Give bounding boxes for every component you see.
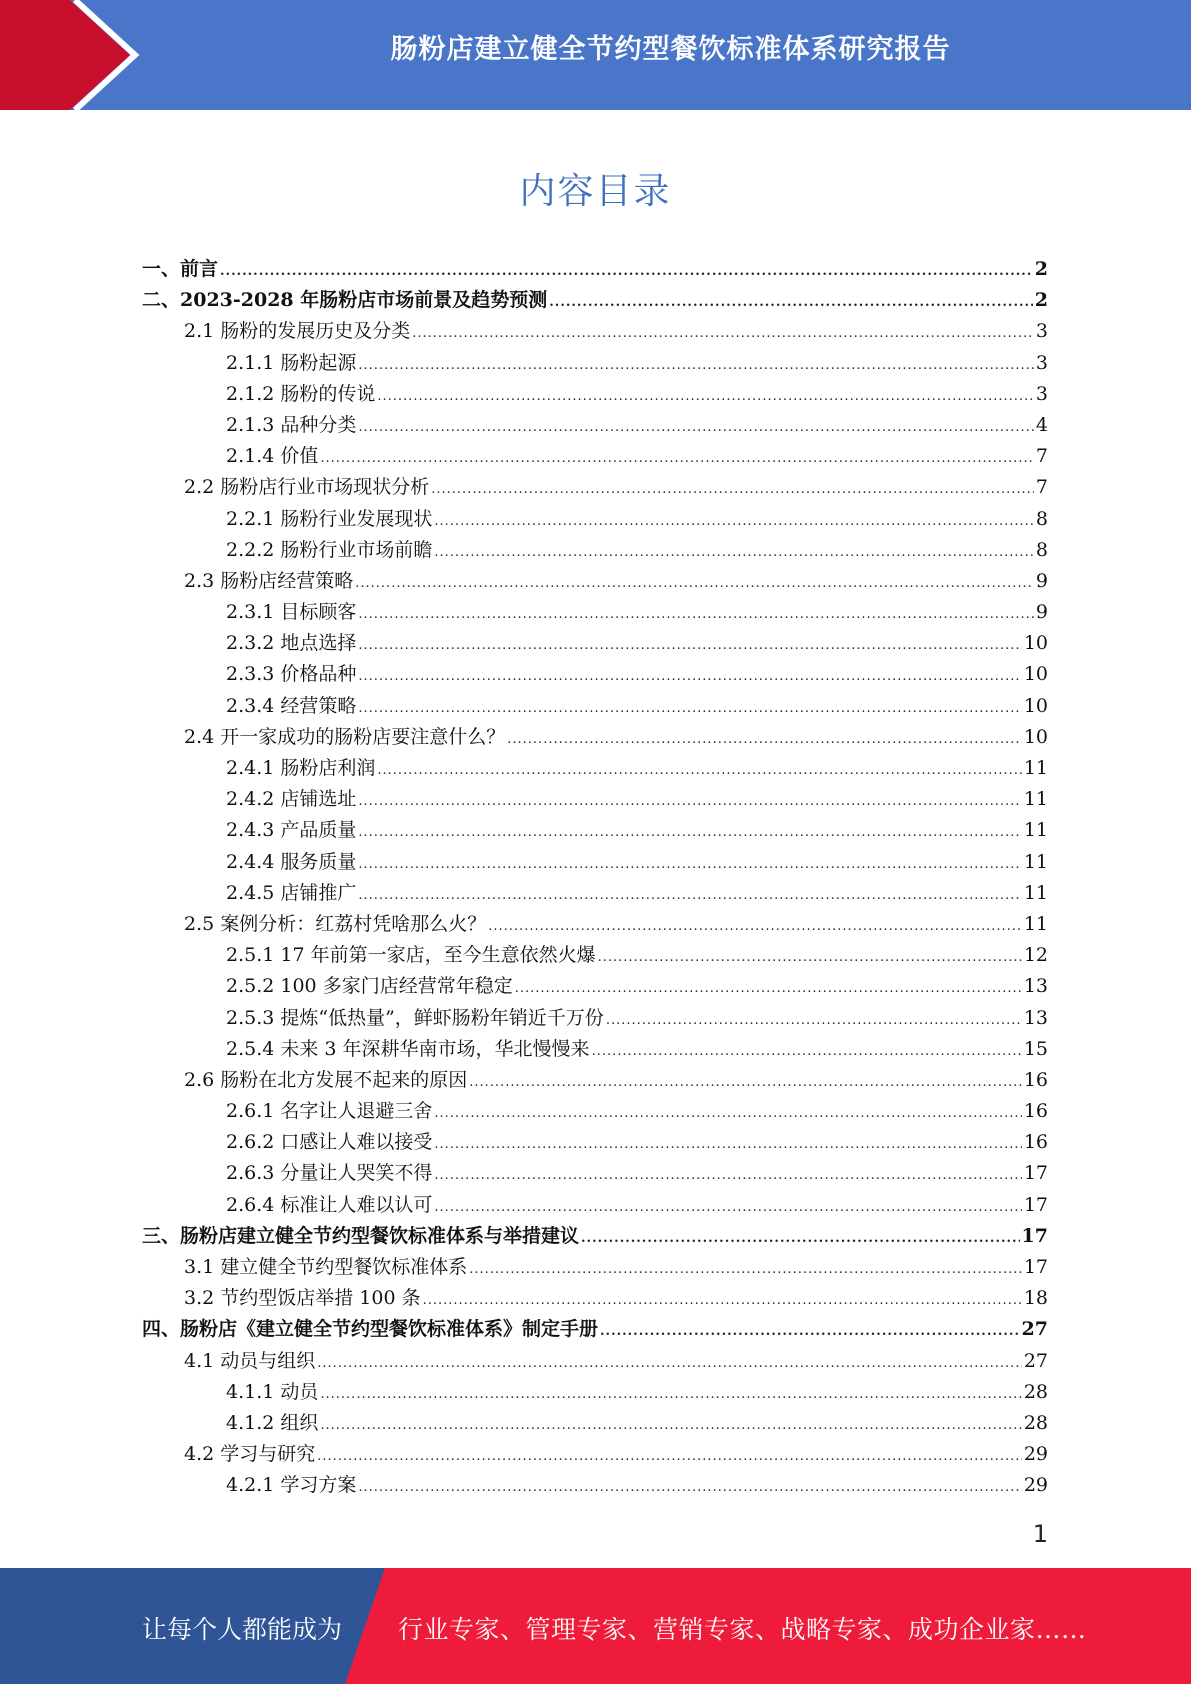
toc-entry-label: 2.1.3 品种分类 <box>226 413 357 436</box>
toc-entry-page: 13 <box>1023 975 1048 998</box>
toc-entry[interactable] <box>142 1221 1048 1252</box>
toc-entry[interactable] <box>142 722 1048 753</box>
toc-dot-leader <box>469 1254 1022 1285</box>
toc-entry-page: 15 <box>1023 1037 1048 1060</box>
toc-entry-label: 2.4.2 店铺选址 <box>226 788 357 811</box>
toc-entry-page: 17 <box>1023 1193 1048 1216</box>
toc-entry[interactable] <box>142 1190 1048 1221</box>
toc-entry-page: 10 <box>1023 694 1048 717</box>
toc-entry[interactable] <box>142 878 1048 909</box>
toc-entry-label: 一、前言 <box>142 258 219 280</box>
toc-entry[interactable] <box>142 1439 1048 1470</box>
toc-dot-leader <box>317 1441 1022 1472</box>
toc-entry[interactable] <box>142 1127 1048 1158</box>
toc-entry-page: 29 <box>1023 1474 1048 1497</box>
toc-dot-leader <box>507 724 1022 755</box>
toc-entry-label: 2.5.1 17 年前第一家店，至今生意依然火爆 <box>226 944 596 967</box>
footer-slogan-right: 行业专家、管理专家、营销专家、战略专家、成功企业家…… <box>398 1615 1087 1644</box>
toc-dot-leader <box>515 973 1022 1004</box>
table-of-contents <box>142 254 1048 1502</box>
toc-dot-leader <box>358 693 1021 724</box>
toc-dot-leader <box>412 318 1034 349</box>
toc-entry[interactable] <box>142 348 1048 379</box>
toc-dot-leader <box>355 568 1034 599</box>
toc-entry[interactable] <box>142 1096 1048 1127</box>
toc-entry-label: 2.1.4 价值 <box>226 445 319 468</box>
toc-entry[interactable] <box>142 1314 1048 1345</box>
toc-entry-label: 4.1.1 动员 <box>226 1380 319 1403</box>
toc-entry-label: 4.2 学习与研究 <box>184 1443 316 1466</box>
toc-dot-leader <box>358 661 1021 692</box>
toc-entry-label: 4.2.1 学习方案 <box>226 1474 357 1497</box>
toc-dot-leader <box>434 1160 1021 1191</box>
toc-dot-leader <box>358 599 1034 630</box>
toc-dot-leader <box>320 443 1034 474</box>
toc-entry-page: 3 <box>1035 382 1048 405</box>
toc-entry-label: 2.1 肠粉的发展历史及分类 <box>184 320 411 343</box>
toc-entry[interactable] <box>142 1408 1048 1439</box>
header-banner <box>0 0 1191 110</box>
toc-dot-leader <box>320 1410 1021 1441</box>
toc-entry[interactable] <box>142 1377 1048 1408</box>
toc-dot-leader <box>358 817 1021 848</box>
toc-dot-leader <box>600 1316 1020 1347</box>
toc-entry-page: 10 <box>1023 663 1048 686</box>
toc-entry-page: 27 <box>1021 1318 1048 1341</box>
toc-entry-label: 2.1.2 肠粉的传说 <box>226 382 376 405</box>
toc-dot-leader <box>606 1005 1022 1036</box>
toc-entry-label: 3.1 建立健全节约型餐饮标准体系 <box>184 1256 468 1278</box>
toc-dot-leader <box>220 256 1033 287</box>
toc-entry-label: 2.3 肠粉店经营策略 <box>184 569 354 592</box>
toc-entry-page: 16 <box>1023 1100 1048 1123</box>
toc-dot-leader <box>488 911 1022 942</box>
toc-entry[interactable] <box>142 1158 1048 1189</box>
toc-dot-leader <box>320 1379 1021 1410</box>
toc-dot-leader <box>469 1067 1022 1098</box>
toc-entry[interactable] <box>142 379 1048 410</box>
toc-entry[interactable] <box>142 847 1048 878</box>
toc-entry-page: 11 <box>1023 819 1048 842</box>
toc-entry-label: 2.4.5 店铺推广 <box>226 881 357 904</box>
toc-entry-label: 2.6.4 标准让人难以认可 <box>226 1193 433 1216</box>
toc-title: 内容目录 <box>519 171 672 212</box>
toc-entry-page: 17 <box>1021 1224 1048 1247</box>
toc-entry-page: 7 <box>1035 476 1048 499</box>
toc-entry[interactable] <box>142 535 1048 566</box>
toc-entry[interactable] <box>142 1470 1048 1501</box>
toc-entry-label: 2.2.2 肠粉行业市场前瞻 <box>226 538 433 561</box>
toc-entry-label: 四、肠粉店《建立健全节约型餐饮标准体系》制定手册 <box>142 1318 599 1341</box>
toc-dot-leader <box>598 942 1022 973</box>
toc-entry-label: 2.6 肠粉在北方发展不起来的原因 <box>184 1068 468 1091</box>
toc-entry-label: 2.1.1 肠粉起源 <box>226 351 357 374</box>
header-arrow-decoration <box>0 0 150 110</box>
toc-entry-page: 7 <box>1035 445 1048 468</box>
toc-entry-label: 2.3.4 经营策略 <box>226 694 357 717</box>
toc-entry-label: 二、2023-2028 年肠粉店市场前景及趋势预测 <box>142 289 548 312</box>
toc-entry[interactable] <box>142 1346 1048 1377</box>
toc-entry-page: 18 <box>1023 1287 1048 1310</box>
toc-dot-leader <box>377 381 1034 412</box>
toc-entry[interactable] <box>142 1034 1048 1065</box>
toc-entry-page: 29 <box>1023 1443 1048 1466</box>
toc-entry-label: 2.3.3 价格品种 <box>226 663 357 686</box>
toc-dot-leader <box>434 506 1034 537</box>
toc-entry[interactable] <box>142 254 1048 285</box>
toc-entry-page: 4 <box>1035 413 1048 436</box>
toc-dot-leader <box>358 1472 1021 1503</box>
toc-entry[interactable] <box>142 909 1048 940</box>
toc-dot-leader <box>431 474 1034 505</box>
toc-entry-page: 10 <box>1023 725 1048 748</box>
toc-entry-page: 11 <box>1023 788 1048 811</box>
toc-entry-label: 2.5.4 未来 3 年深耕华南市场，华北慢慢来 <box>226 1037 590 1060</box>
toc-dot-leader <box>434 1098 1021 1129</box>
toc-entry-label: 4.1 动员与组织 <box>184 1349 316 1372</box>
toc-entry[interactable] <box>142 597 1048 628</box>
toc-dot-leader <box>434 1192 1021 1223</box>
toc-entry-label: 三、肠粉店建立健全节约型餐饮标准体系与举措建议 <box>142 1224 580 1247</box>
toc-entry[interactable] <box>142 940 1048 971</box>
toc-dot-leader <box>423 1285 1022 1316</box>
toc-dot-leader <box>581 1223 1020 1254</box>
toc-entry-page: 27 <box>1023 1349 1048 1372</box>
toc-entry-label: 2.4 开一家成功的肠粉店要注意什么？ <box>184 725 506 748</box>
toc-entry-label: 2.2.1 肠粉行业发展现状 <box>226 507 433 530</box>
toc-entry[interactable] <box>142 691 1048 722</box>
toc-dot-leader <box>317 1348 1022 1379</box>
toc-entry-page: 11 <box>1023 912 1048 935</box>
toc-entry-label: 2.5.3 提炼“低热量”，鲜虾肠粉年销近千万份 <box>226 1006 604 1029</box>
toc-entry-page: 9 <box>1035 569 1048 592</box>
toc-dot-leader <box>358 880 1021 911</box>
toc-entry-label: 2.6.3 分量让人哭笑不得 <box>226 1162 433 1185</box>
toc-entry-label: 2.3.2 地点选择 <box>226 632 357 655</box>
toc-entry[interactable] <box>142 441 1048 472</box>
toc-entry-page: 2 <box>1034 258 1048 280</box>
toc-entry[interactable] <box>142 316 1048 347</box>
toc-entry[interactable] <box>142 659 1048 690</box>
toc-entry-label: 2.5 案例分析：红荔村凭啥那么火？ <box>184 912 487 935</box>
toc-entry[interactable] <box>142 1003 1048 1034</box>
toc-entry[interactable] <box>142 1065 1048 1096</box>
toc-entry-page: 2 <box>1034 289 1048 312</box>
header-title: 肠粉店建立健全节约型餐饮标准体系研究报告 <box>390 34 951 65</box>
toc-entry[interactable] <box>142 753 1048 784</box>
toc-entry[interactable] <box>142 1283 1048 1314</box>
toc-dot-leader <box>434 537 1034 568</box>
toc-entry[interactable] <box>142 1252 1048 1283</box>
toc-entry-page: 11 <box>1023 850 1048 873</box>
toc-entry-page: 17 <box>1023 1256 1048 1278</box>
toc-dot-leader <box>358 786 1021 817</box>
toc-entry-page: 28 <box>1023 1380 1048 1403</box>
toc-entry[interactable] <box>142 410 1048 441</box>
toc-entry-label: 4.1.2 组织 <box>226 1411 319 1434</box>
toc-entry-label: 2.3.1 目标顾客 <box>226 601 357 624</box>
toc-dot-leader <box>377 755 1021 786</box>
toc-entry-page: 11 <box>1023 757 1048 779</box>
toc-entry-label: 2.6.2 口感让人难以接受 <box>226 1131 433 1154</box>
toc-dot-leader <box>358 849 1021 880</box>
toc-entry-label: 2.6.1 名字让人退避三舍 <box>226 1100 433 1123</box>
toc-dot-leader <box>358 350 1034 381</box>
toc-entry-page: 3 <box>1035 351 1048 374</box>
toc-dot-leader <box>434 1129 1021 1160</box>
toc-entry-page: 17 <box>1023 1162 1048 1185</box>
toc-entry-page: 8 <box>1035 507 1048 530</box>
page-number: 1 <box>1032 1520 1048 1548</box>
toc-entry-page: 13 <box>1023 1006 1048 1029</box>
toc-entry[interactable] <box>142 285 1048 316</box>
toc-dot-leader <box>549 287 1033 318</box>
toc-entry-page: 10 <box>1023 632 1048 655</box>
toc-entry[interactable] <box>142 472 1048 503</box>
toc-entry[interactable] <box>142 566 1048 597</box>
toc-dot-leader <box>592 1036 1022 1067</box>
toc-dot-leader <box>358 412 1034 443</box>
toc-entry-label: 2.4.1 肠粉店利润 <box>226 757 376 779</box>
toc-entry-label: 2.4.4 服务质量 <box>226 850 357 873</box>
toc-entry-label: 2.4.3 产品质量 <box>226 819 357 842</box>
toc-entry-page: 11 <box>1023 881 1048 904</box>
toc-entry-page: 16 <box>1023 1068 1048 1091</box>
toc-entry-label: 3.2 节约型饭店举措 100 条 <box>184 1287 421 1310</box>
toc-entry-page: 16 <box>1023 1131 1048 1154</box>
toc-entry[interactable] <box>142 815 1048 846</box>
toc-entry-page: 8 <box>1035 538 1048 561</box>
toc-entry-page: 3 <box>1035 320 1048 343</box>
toc-entry-page: 12 <box>1023 944 1048 967</box>
toc-entry[interactable] <box>142 784 1048 815</box>
toc-entry[interactable] <box>142 504 1048 535</box>
toc-entry-page: 9 <box>1035 601 1048 624</box>
toc-entry[interactable] <box>142 971 1048 1002</box>
toc-entry-page: 28 <box>1023 1411 1048 1434</box>
footer-slogan-left: 让每个人都能成为 <box>142 1615 343 1644</box>
toc-dot-leader <box>358 630 1021 661</box>
toc-entry-label: 2.5.2 100 多家门店经营常年稳定 <box>226 975 513 998</box>
toc-entry-label: 2.2 肠粉店行业市场现状分析 <box>184 476 430 499</box>
toc-entry[interactable] <box>142 628 1048 659</box>
